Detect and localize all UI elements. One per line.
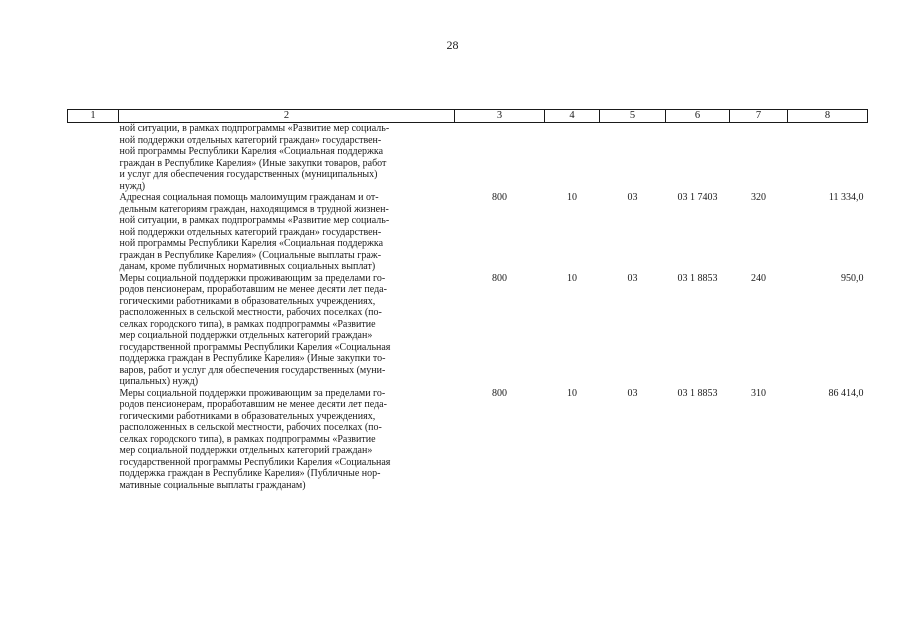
code-cell-6: 03 1 8853 [677,272,718,284]
description-line: дельным категориям граждан, находящимся в трудной жизнен- [119,203,389,215]
description-cell [119,388,455,492]
cell-empty [600,123,666,193]
budget-table [67,109,868,491]
code-cell-7: 310 [751,387,766,399]
description-cell [119,273,455,388]
column-header-2: 2 [119,110,455,123]
description-line: ной программы Республики Карелия «Социальная поддержка [119,146,384,157]
code-cell-5: 03 [627,387,638,399]
cell-col-1 [68,123,119,193]
code-cell-3: 800 [492,387,507,399]
code-cell-3: 800 [492,272,507,284]
cell-empty [545,123,600,193]
code-cell-6: 03 1 7403 [677,192,718,203]
amount-cell: 950,0 [841,272,864,284]
code-cell-3: 800 [492,192,507,203]
code-cell-5: 03 [627,272,638,284]
table-row-continuation [68,123,868,193]
description-line: Адресная социальная помощь малоимущим гражданам и от- [119,192,379,203]
code-cell-4: 10 [567,272,577,284]
description-line: ной поддержки отдельных категорий граждан» государствен- [119,226,382,238]
description-line: государственной программы Республики Карелия «Социальная [119,341,391,353]
header-row [68,110,868,123]
description-line: ной программы Республики Карелия «Социальная поддержка [119,238,384,249]
code-cell-6: 03 1 8853 [677,387,718,399]
page-number: 28 [446,38,459,52]
code-cell-4: 10 [567,387,577,399]
description-cell [119,192,455,273]
column-header-8: 8 [788,110,868,123]
description-line: Меры социальной поддержки проживающим за пределами го- [119,272,386,284]
amount-cell: 86 414,0 [828,387,864,399]
table-row [68,388,868,492]
cell-col-1 [68,192,119,273]
table-body [68,123,868,492]
description-line: родов пенсионерам, проработавшим не менее десяти лет педа- [119,284,387,295]
amount-cell: 11 334,0 [828,192,864,203]
cell-empty [455,123,545,193]
description-line: ной поддержки отдельных категорий граждан» государствен- [119,134,382,146]
code-cell-5: 03 [627,192,638,203]
description-line: поддержка граждан в Республике Карелия» (Публичные нор- [119,468,381,479]
column-header-4: 4 [545,110,600,123]
description-line: и услуг для обеспечения государственных (муниципальных) [119,169,378,180]
cell-empty [666,123,730,193]
description-line: мер социальной поддержки отдельных категорий граждан» [119,445,373,456]
code-cell-4: 10 [567,192,577,203]
code-cell-7: 240 [751,272,766,284]
description-line: расположенных в сельской местности, рабочих поселках (по- [119,307,382,318]
column-header-6: 6 [666,110,730,123]
description-line: варов, работ и услуг для обеспечения государственных (муни- [119,364,386,376]
description-line: селках городского типа), в рамках подпрограммы «Развитие [119,318,376,330]
description-line: гогическими работниками в образовательных учреждениях, [119,410,376,422]
description-line: ной ситуации, в рамках подпрограммы «Развитие мер социаль- [119,215,390,226]
description-line: ципальных) нужд) [119,376,199,387]
description-line: мативные социальные выплаты гражданам) [119,479,306,491]
cell-empty [730,123,788,193]
description-line: данам, кроме публичных нормативных социальных выплат) [119,261,376,272]
description-cell [119,123,455,193]
code-cell-7: 320 [751,192,766,203]
description-line: граждан в Республике Карелия» (Социальные выплаты граж- [119,249,382,261]
description-line: граждан в Республике Карелия» (Иные закупки товаров, работ [119,157,387,169]
column-header-7: 7 [730,110,788,123]
cell-col-1 [68,273,119,388]
cell-col-1 [68,388,119,492]
description-line: нужд) [119,180,146,192]
cell-empty [788,123,868,193]
description-line: мер социальной поддержки отдельных категорий граждан» [119,330,373,341]
column-header-1: 1 [68,110,119,123]
column-header-5: 5 [600,110,666,123]
description-line: расположенных в сельской местности, рабочих поселках (по- [119,422,382,433]
description-line: поддержка граждан в Республике Карелия» (Иные закупки то- [119,353,386,364]
description-line: гогическими работниками в образовательных учреждениях, [119,295,376,307]
column-header-3: 3 [455,110,545,123]
description-line: государственной программы Республики Карелия «Социальная [119,456,391,468]
description-line: селках городского типа), в рамках подпрограммы «Развитие [119,433,376,445]
table-row [68,192,868,273]
description-line: ной ситуации, в рамках подпрограммы «Развитие мер социаль- [119,123,390,134]
description-line: Меры социальной поддержки проживающим за пределами го- [119,387,386,399]
description-line: родов пенсионерам, проработавшим не менее десяти лет педа- [119,399,387,410]
table-row [68,273,868,388]
